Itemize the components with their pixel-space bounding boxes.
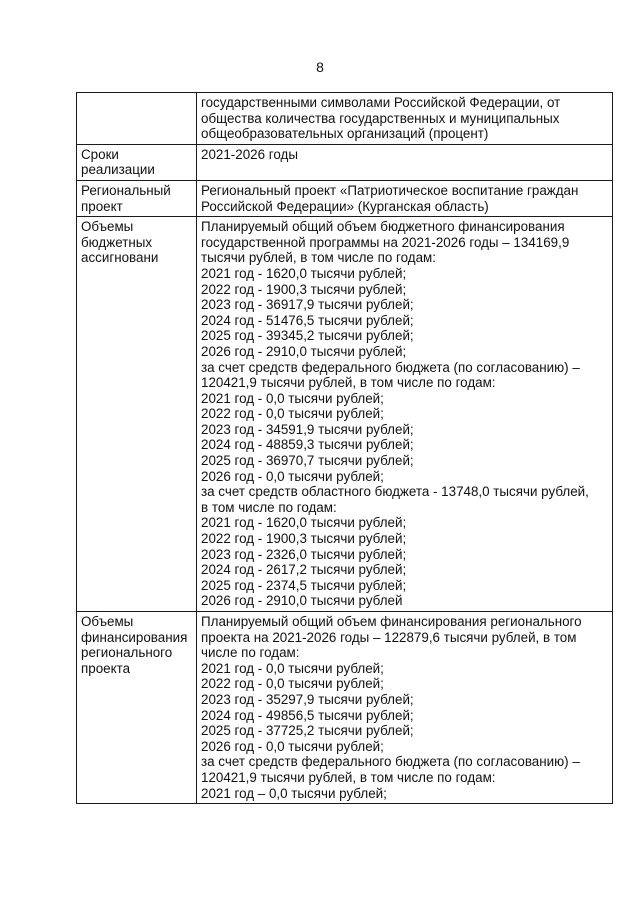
content-line: Планируемый общий объем финансирования регионального: [201, 614, 582, 629]
content-line: 2025 год - 39345,2 тысячи рублей;: [201, 328, 414, 344]
content-line: 2024 год - 48859,3 тысячи рублей;: [201, 437, 414, 453]
row-label: Объемы бюджетных ассигновани: [77, 217, 197, 612]
content-line: общества количества государственных и муниципальных: [201, 110, 560, 126]
table-row: [77, 144, 613, 180]
content-line: 2022 год - 0,0 тысячи рублей;: [201, 406, 384, 422]
content-line: 120421,9 тысячи рублей, в том числе по годам:: [201, 769, 496, 785]
row-label: [77, 93, 197, 145]
row-label: Сроки реализации: [77, 144, 197, 180]
content-line: 2021 год - 0,0 тысячи рублей;: [201, 390, 384, 406]
content-line: 2022 год - 1900,3 тысячи рублей;: [201, 531, 407, 547]
row-content: [197, 93, 613, 145]
content-line: 2024 год - 49856,5 тысячи рублей;: [201, 707, 414, 723]
content-line: 2026 год - 2910,0 тысячи рублей;: [201, 343, 407, 359]
content-line: за счет средств федерального бюджета (по согласованию) –: [201, 359, 580, 375]
content-line: 2021 год - 1620,0 тысячи рублей;: [201, 515, 407, 531]
content-line: 2021 год - 0,0 тысячи рублей;: [201, 660, 384, 676]
content-line: 2026 год - 0,0 тысячи рублей;: [201, 468, 384, 484]
content-line: за счет средств федерального бюджета (по согласованию) –: [201, 754, 580, 770]
table-row: [77, 217, 613, 612]
content-line: 2021 год – 0,0 тысячи рублей;: [201, 785, 387, 801]
content-line: 2024 год - 51476,5 тысячи рублей;: [201, 312, 414, 328]
content-line: 2021 год - 1620,0 тысячи рублей;: [201, 265, 407, 281]
content-line: Региональный проект «Патриотическое воспитание граждан: [201, 182, 579, 198]
row-content: [197, 612, 613, 804]
content-line: 2025 год - 37725,2 тысячи рублей;: [201, 723, 414, 739]
content-line: 2022 год - 1900,3 тысячи рублей;: [201, 281, 407, 297]
content-line: Российской Федерации» (Курганская область): [201, 198, 489, 214]
content-line: 2026 год - 2910,0 тысячи рублей: [201, 593, 403, 609]
row-label: Региональный проект: [77, 180, 197, 216]
row-content: [197, 180, 613, 216]
content-line: 2024 год - 2617,2 тысячи рублей;: [201, 562, 407, 578]
content-line: государственной программы на 2021-2026 годы – 134169,9: [201, 234, 570, 250]
content-line: тысячи рублей, в том числе по годам:: [201, 250, 436, 266]
content-line: 2025 год - 2374,5 тысячи рублей;: [201, 577, 407, 593]
row-content: [197, 144, 613, 180]
content-line: за счет средств областного бюджета - 13748,0 тысячи рублей,: [201, 484, 589, 500]
table-row: [77, 180, 613, 216]
content-line: общеобразовательных организаций (процент): [201, 126, 489, 142]
content-line: 2022 год - 0,0 тысячи рублей;: [201, 676, 384, 692]
content-line: числе по годам:: [201, 645, 300, 661]
content-line: 2023 год - 2326,0 тысячи рублей;: [201, 546, 407, 562]
content-line: 2021-2026 годы: [201, 146, 298, 162]
row-content: [197, 217, 613, 612]
passport-table: [76, 92, 613, 804]
page-number: 8: [316, 59, 324, 75]
content-line: 2023 год - 34591,9 тысячи рублей;: [201, 421, 414, 437]
table-row: [77, 93, 613, 145]
passport-table-body: [77, 93, 613, 804]
content-line: Планируемый общий объем бюджетного финансирования: [201, 219, 565, 235]
content-line: 2023 год - 35297,9 тысячи рублей;: [201, 691, 414, 707]
row-label: Объемы финансирования регионального проекта: [77, 612, 197, 804]
content-line: 2023 год - 36917,9 тысячи рублей;: [201, 297, 414, 313]
content-line: проекта на 2021-2026 годы – 122879,6 тысячи рублей, в том: [201, 629, 577, 645]
content-line: 2025 год - 36970,7 тысячи рублей;: [201, 453, 414, 469]
content-line: 2026 год - 0,0 тысячи рублей;: [201, 738, 384, 754]
table-row: [77, 612, 613, 804]
content-line: в том числе по годам:: [201, 499, 337, 515]
content-line: государственными символами Российской Федерации, от: [201, 95, 561, 110]
content-line: 120421,9 тысячи рублей, в том числе по годам:: [201, 375, 496, 391]
